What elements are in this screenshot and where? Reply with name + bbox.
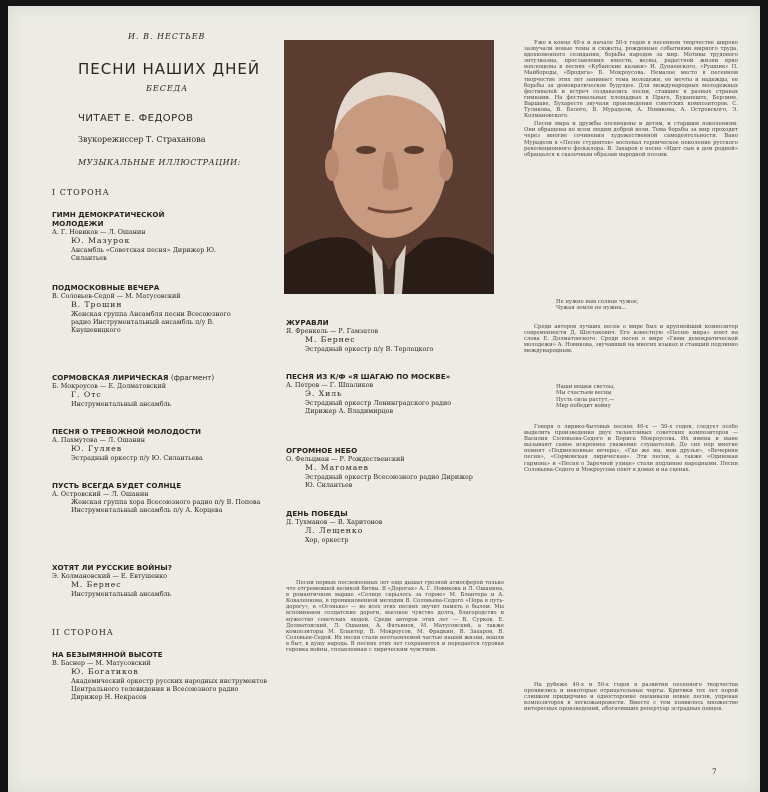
song-entry: [52, 283, 277, 334]
song-performer: Г. Отс: [71, 390, 102, 399]
essay-column-middle: [286, 580, 504, 766]
song-performer: В. Трошин: [71, 300, 123, 309]
essay-paragraph: Песни первых послевоенных лет еще дышат грозной атмосферой только что отгремевшей великой битвы. В «Дорогах» А. Г. Новикова и Л. Ошанина, в романтичном марше «Солнце скрылось за горою» М. Блантера и А. Коваленкова, в проникновенной мелодии В. Соловьева-Седого «Пора в путь-дорогу», в «Огоньке» — во всех этих песнях звучит память о былом. Мы вспоминаем солдатские дороги, высокое чувство долга, благородство и мужество советских людей. Среди авторов этих лет — В. Сурков, Е. Долматовский, Л. Ошанин, А. Фатьянов, М. Матусовский, а также композиторы М. Блантер, В. Мокроусов, М. Фрадкин, В. Захаров, В. Соловьев-Седой. Их песни стали неотъемлемой частью нашей жизни, вошли в быт, в душу народа. В песнях этих лет сохраняется и передается суровая героика войны, сплавленная с лирическим чувством.: [286, 580, 504, 654]
essay-paragraph: На рубеже 40-х и 50-х годов в развитии песенного творчества проявились и некоторые отрицательные черты. Критики тех лет порой слишком придирчиво и односторонне оценивали новые песни, упрекая композиторов в легкожанровости. Вместе с тем появилось множество интересных произведений, обогативших репертуар эстрадных певцов.: [524, 682, 738, 713]
essay-paragraph: Говоря о лирико-бытовых песнях 40-х — 50-х годов, следует особо выделить произведения двух талантливых советских композиторов — Василия Соловьева-Седого и Бориса Мокроусова. Их имена и ныне вызывают самое искреннее уважение слушателей. До сих пор многие помнят «Подмосковные вечера», «Где же вы, мои друзья», «Вечерняя песня», «Сормовская лирическая». Эти песни, а также «Одинокая гармонь» и «Песня о Заречной улице» стали подлинно народными. Песни Соловьева-Седого и Мокроусова поют в домах и на сценах.: [524, 424, 738, 473]
song-ensemble: Эстрадный оркестр п/у В. Терлецкого: [305, 345, 434, 353]
song-credits: А. Островский — Л. Ошанин: [52, 490, 149, 498]
song-performer: М. Магомаев: [305, 463, 369, 472]
page-number: 7: [712, 768, 717, 776]
essay-column-right-bottom: [524, 682, 738, 766]
essay-paragraph: Среди авторов лучших песен о мире был и крупнейший композитор современности Д. Шостакович. Его известную «Песню мира» поют на слова Е. Долматовского. Среди песен о мире «Гимн демократической молодежи» А. Новикова, звучавший на многих языках и ставший подлинно международным.: [524, 324, 738, 355]
song-title: ДЕНЬ ПОБЕДЫ: [286, 509, 348, 518]
side-2-label: II СТОРОНА: [52, 628, 114, 637]
song-ensemble: Эстрадный оркестр Всесоюзного радио Дирижер Ю. Силантьев: [305, 473, 473, 489]
essay-column-right-mid: [524, 324, 738, 382]
illustrations-heading: МУЗЫКАЛЬНЫЕ ИЛЛЮСТРАЦИИ:: [78, 158, 241, 167]
reader-credit: ЧИТАЕТ Е. ФЕДОРОВ: [78, 113, 194, 124]
song-credits: Д. Тухманов — В. Харитонов: [286, 518, 383, 526]
portrait-photo: [284, 40, 494, 294]
poem-quote-1: [556, 299, 736, 312]
song-credits: В. Соловьев-Седой — М. Матусовский: [52, 292, 181, 300]
song-entry: [286, 318, 511, 353]
essay-column-right-lower: [524, 424, 738, 674]
song-credits: А. Г. Новиков — Л. Ошанин: [52, 228, 146, 236]
song-performer: М. Бернес: [71, 580, 122, 589]
essay-paragraph: Песни мира и дружбы посвящены и детям, и старшим поколениям. Они обращены ко всем людям доброй воли. Тема борьбы за мир проходит через многие сочинения художественной самодеятельности. Вано Мурадели в «Песне студентов» воспевал героическое поколение русского революционного фольклора. В. Захаров в песне «Идет сын в дом родной» обращался к сказочным образам народной поэзии.: [524, 121, 738, 158]
author-name: И. В. НЕСТЬЕВ: [128, 32, 206, 41]
song-ensemble: Хор, оркестр: [305, 536, 349, 544]
song-performer: М. Бернес: [305, 335, 356, 344]
song-entry: [286, 446, 511, 489]
portrait-illustration: [284, 40, 494, 294]
poem-line: Пусть сила растут,—: [556, 396, 615, 403]
song-entry: [52, 650, 277, 701]
song-title: ПУСТЬ ВСЕГДА БУДЕТ СОЛНЦЕ: [52, 481, 182, 490]
song-title: НА БЕЗЫМЯННОЙ ВЫСОТЕ: [52, 650, 163, 659]
song-ensemble: Женская группа хора Всесоюзного радио п/у В. Попова Инструментальный ансамбль п/у А. Корцева: [71, 498, 261, 514]
poem-line: Мы счастьем весны: [556, 390, 612, 397]
song-performer: Ю. Богатиков: [71, 667, 139, 676]
song-ensemble: Инструментальный ансамбль: [71, 590, 172, 598]
song-credits: А. Петров — Г. Шпаликов: [286, 381, 374, 389]
song-credits: О. Фельцман — Р. Рождественский: [286, 455, 405, 463]
song-entry: [286, 509, 511, 544]
song-title: [52, 373, 277, 382]
song-entry: [52, 210, 277, 262]
song-title: ХОТЯТ ЛИ РУССКИЕ ВОЙНЫ?: [52, 563, 172, 572]
song-entry: [52, 427, 277, 462]
song-credits: Б. Мокроусов — Е. Долматовский: [52, 382, 167, 390]
song-title: ГИМН ДЕМОКРАТИЧЕСКОЙ МОЛОДЕЖИ: [52, 210, 165, 228]
song-performer: Э. Хиль: [305, 389, 343, 398]
song-entry: [52, 563, 277, 598]
song-title-text: СОРМОВСКАЯ ЛИРИЧЕСКАЯ: [52, 373, 169, 382]
poem-line: Чужая земля не нужна...: [556, 305, 627, 312]
song-title: ПЕСНЯ О ТРЕВОЖНОЙ МОЛОДОСТИ: [52, 427, 202, 436]
song-title: ОГРОМНОЕ НЕБО: [286, 446, 358, 455]
poem-line: Наши вешки светлы,: [556, 384, 615, 390]
song-performer: Ю. Мазурок: [71, 236, 131, 245]
song-performer: Ю. Гуляев: [71, 444, 122, 453]
song-ensemble: Эстрадный оркестр п/у Ю. Силантьева: [71, 454, 203, 462]
essay-column-right-top: [524, 40, 738, 298]
side-1-label: I СТОРОНА: [52, 188, 110, 197]
poem-line: Не нужно нам солнце чужое,: [556, 299, 639, 305]
record-sleeve-page: [8, 6, 760, 792]
poem-line: Мир победит войну: [556, 402, 611, 409]
poem-quote-2: [556, 384, 736, 409]
song-credits: Я. Френкель — Р. Гамзатов: [286, 327, 379, 335]
song-ensemble: Ансамбль «Советская песня» Дирижер Ю. Силантьев: [71, 246, 216, 262]
song-entry: [286, 372, 511, 415]
song-ensemble: Академический оркестр русских народных инструментов Центрального телевидения и Всесоюзного радио Дирижер Н. Некрасов: [71, 677, 267, 701]
song-entry: [52, 373, 277, 408]
song-performer: Л. Лещенко: [305, 526, 364, 535]
song-ensemble: Инструментальный ансамбль: [71, 400, 172, 408]
song-title: ПОДМОСКОВНЫЕ ВЕЧЕРА: [52, 283, 160, 292]
song-title: ЖУРАВЛИ: [286, 318, 329, 327]
song-ensemble: Женская группа Ансамбля песни Всесоюзного радио Инструментальный ансамбль п/у В. Кнушевицкого: [71, 310, 231, 334]
song-credits: А. Пахмутова — Л. Ошанин: [52, 436, 146, 444]
song-entry: [52, 481, 277, 514]
song-ensemble: Эстрадный оркестр Ленинградского радио Дирижер А. Владимирцов: [305, 399, 452, 415]
album-subtitle: БЕСЕДА: [146, 84, 189, 93]
song-credits: Э. Колмановский — Е. Евтушенко: [52, 572, 167, 580]
song-credits: В. Баснер — М. Матусовский: [52, 659, 151, 667]
sound-director-credit: Звукорежиссер Т. Страханова: [78, 135, 206, 144]
song-fragment-note: (фрагмент): [170, 373, 215, 382]
essay-paragraph: Уже в конце 40-х и начале 50-х годов в песенном творчестве широко зазвучали новые темы и сюжеты, рожденные событиями мирного труда, вдохновенного созидания, борьбы народов за мир. Мотивы трудового энтузиазма, прославления юности, весны, радостной жизни ярко воплощены в песнях «Кубанские казаки» И. Дунаевского, «Рушник» П. Майбороды, «Бродяга» Б. Мокроусова. Немалое место в песенном творчестве этих лет занимает тема молодежи, ее мечты и надежды, ее борьбы за демократическое будущее. Для международных молодежных фестивалей и встреч создавались песни, ставшие в разных странах гимнами. На фестивальных площадках в Праге, Будапеште, Берлине, Варшаве, Бухаресте звучали произведения советских композиторов. С. Туликова, В. Белого, В. Мурадели, А. Новикова, А. Островского, Э. Колмановского.: [524, 40, 738, 120]
album-title: ПЕСНИ НАШИХ ДНЕЙ: [78, 60, 261, 78]
song-title: ПЕСНЯ ИЗ К/Ф «Я ШАГАЮ ПО МОСКВЕ»: [286, 372, 451, 381]
